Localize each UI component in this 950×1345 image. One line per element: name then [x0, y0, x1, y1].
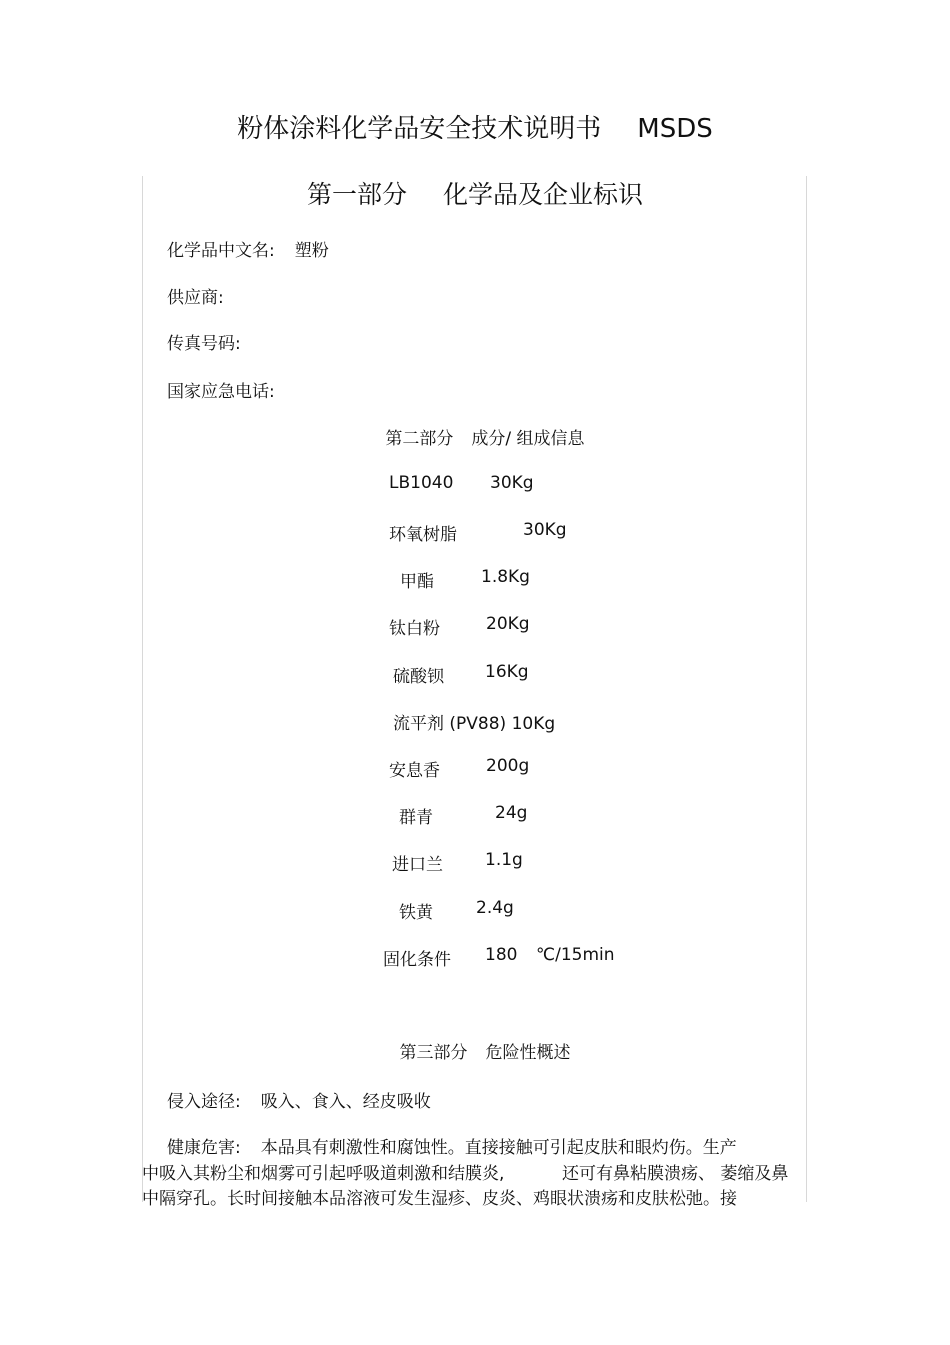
- part1-heading: [0, 175, 950, 211]
- field-label: 国家应急电话:: [167, 382, 275, 402]
- ingredient-row: [399, 898, 514, 923]
- ingredient-amount: 2.4g: [476, 898, 514, 918]
- ingredient-row: [389, 473, 534, 493]
- part3-name: 危险性概述: [485, 1043, 571, 1063]
- ingredient-amount: 30Kg: [523, 520, 567, 540]
- ingredient-amount: 24g: [495, 803, 528, 823]
- ingredient-amount: 180: [485, 945, 518, 965]
- ingredient-name: 环氧树脂: [389, 525, 457, 545]
- health-text-3: 中隔穿孔。长时间接触本品溶液可发生湿疹、皮炎、鸡眼状溃疡和皮肤松弛。接: [142, 1189, 737, 1209]
- ingredient-amount: 20Kg: [486, 614, 530, 634]
- field-fax: [167, 329, 261, 354]
- part3-number: 第三部分: [399, 1043, 468, 1063]
- ingredient-row: [393, 709, 555, 734]
- health-text-2b: 还可有鼻粘膜溃疡、 萎缩及鼻: [562, 1164, 789, 1184]
- health-text-1: 本品具有刺激性和腐蚀性。直接接触可引起皮肤和眼灼伤。生产: [260, 1138, 737, 1158]
- cure-condition-unit: ℃/15min: [536, 945, 615, 965]
- part1-number: 第一部分: [306, 180, 407, 209]
- ingredient-row: [399, 803, 528, 828]
- field-chemical-name: [167, 236, 329, 261]
- part3-heading: [0, 1038, 950, 1063]
- ingredient-amount: 1.8Kg: [481, 567, 530, 587]
- ingredient-row: [389, 520, 567, 545]
- ingredient-row: [400, 567, 530, 592]
- part2-name: 成分/ 组成信息: [471, 429, 585, 449]
- ingredient-row: [389, 614, 530, 639]
- ingredient-name: 安息香: [389, 761, 440, 781]
- ingredient-name: 固化条件: [383, 950, 451, 970]
- health-hazard-line1: [167, 1133, 737, 1158]
- field-value: 塑粉: [294, 241, 329, 261]
- ingredient-amount: 1.1g: [485, 850, 523, 870]
- ingredient-name: 硫酸钡: [393, 667, 444, 687]
- field-label: 供应商:: [167, 288, 224, 308]
- part2-heading: [0, 424, 950, 449]
- ingredient-row: [393, 662, 529, 687]
- ingredient-name: 群青: [399, 808, 433, 828]
- field-label: 化学品中文名:: [167, 241, 275, 261]
- field-supplier: [167, 283, 244, 308]
- field-emergency-phone: [167, 377, 295, 402]
- ingredient-row: [389, 756, 530, 781]
- route-label: 侵入途径:: [167, 1092, 241, 1112]
- health-hazard-line2: [142, 1159, 789, 1184]
- ingredient-row: [383, 945, 615, 970]
- ingredient-name: 进口兰: [392, 855, 443, 875]
- route-of-entry: [167, 1087, 431, 1112]
- ingredient-name: 铁黄: [399, 903, 433, 923]
- document-title: [0, 108, 950, 145]
- ingredient-name: 甲酯: [400, 572, 434, 592]
- title-text: 粉体涂料化学品安全技术说明书: [237, 114, 602, 144]
- ingredient-name: 钛白粉: [389, 619, 440, 639]
- ingredient-name: LB1040: [389, 473, 454, 493]
- route-value: 吸入、食入、经皮吸收: [260, 1092, 431, 1112]
- part1-name: 化学品及企业标识: [443, 180, 644, 209]
- health-text-2a: 中吸入其粉尘和烟雾可引起呼吸道刺激和结膜炎,: [142, 1164, 505, 1184]
- part2-number: 第二部分: [385, 429, 454, 449]
- ingredient-amount: 30Kg: [490, 473, 534, 493]
- health-hazard-line3: [142, 1184, 737, 1209]
- ingredient-amount: 10Kg: [511, 714, 556, 734]
- ingredient-amount: 200g: [486, 756, 530, 776]
- ingredient-name: 流平剂 (PV88): [393, 714, 507, 734]
- ingredient-amount: 16Kg: [485, 662, 529, 682]
- field-label: 传真号码:: [167, 334, 241, 354]
- health-label: 健康危害:: [167, 1138, 241, 1158]
- ingredient-row: [392, 850, 523, 875]
- title-suffix: MSDS: [637, 114, 713, 144]
